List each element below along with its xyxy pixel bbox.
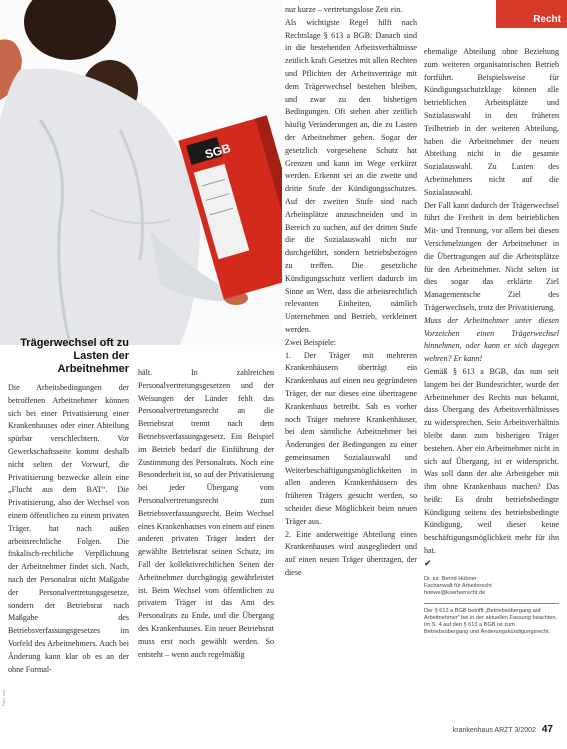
page-number: 47	[541, 724, 553, 735]
article-headline: Trägerwechsel oft zu Lasten der Arbeitnehmer	[20, 337, 129, 375]
photo-credit: Foto: xxx	[1, 690, 6, 707]
paragraph: Der Fall kann dadurch der Trägerwechsel führt die Freiheit in dem betrieblichen Mit- und Trennung, vor allem bei diesen Verschmelzungen der Arbeitnehmer in die Übertragungen auf die Arbeitsplätze für den Arbeitnehmer. Nicht selten ist dies sogar das erklärte Ziel Managementsche Ziel des Trägerwechsels, trotz der Privatisierung.	[424, 200, 559, 312]
list-item: 1. Der Träger mit mehreren Krankenhäusern überträgt ein Krankenhaus auf einen neu gegründeten Träger, der nur dieses eine übertragene Krankenhaus betreibt. Sah es vorher noch Träger mehrere Krankenhäuser, bei dem sämtliche Arbeitnehmer bei Änderungen der Bedingungen zu einer gemeinsamen Sozialauswahl und Weiterbeschäftigungsmöglichkeiten in allen anderen Krankenhäusern des früheren Trägers gesucht werden, so scheidet diese Möglichkeit beim neuen Träger aus.	[285, 350, 417, 526]
paragraph: nur kurze – vertretungslose Zeit ein.	[285, 5, 403, 14]
publication-name: krankenhaus ARZT 3/2002	[452, 727, 536, 734]
author-credits	[424, 576, 559, 636]
paragraph: ehemalige Abteilung ohne Beziehung zum weiteren organisatorischen Betrieb fortführt. Beispielsweise für Kündigungsschutzklage können alle betrieblichen Arbeitsplätze und Sozialauswahl in den früheren Teilbetrieb in der weiteren Abteilung, haben die Arbeitnehmer der neuen Abteilung nicht in die gesamte Sozialauswahl. Zu Lasten des Arbeitnehmers nicht auf die Sozialauswahl.	[424, 47, 559, 197]
section-tab: Recht	[496, 0, 567, 28]
list-item: 2. Eine anderweitige Abteilung eines Krankenhauses wird ausgegliedert und auf einen neuen Träger übertragen, der diese	[285, 529, 417, 578]
footnote: Der § 613 a BGB betrifft „Betriebsübergang auf Arbeitnehmer“ bei in der aktuellen Fassung beachten. Im S. 4 auf den § 613 a BGB ist zum Betriebsübergang und Änderungskündigungsrecht.	[424, 608, 558, 635]
text-column-4	[424, 46, 559, 571]
end-mark-icon: ✔	[424, 558, 432, 569]
text-column-2	[138, 367, 274, 661]
article-photo	[0, 0, 282, 345]
text-column-1	[8, 382, 129, 676]
paragraph: Die Arbeitsbedingungen der betroffenen Arbeitnehmer können sich bei einer Privatisierung einer Krankenhauses oder einer Abteilung spürbar verschlechtern. Vor Gewerkschaftsseite kommt deshalb nicht selten der Vorwurf, die Privatisierung bezwecke allein eine „Flucht aus dem BAT“. Die Privatisierung, also der Wechsel von einem öffentlichen zu einem privaten Träger, hat nach außen arbeitsrechtliche Folgen. Die fiskalisch-rechtliche Verpflichtung der Arbeitnehmer findet sich. Nach, nach der Personalrat nicht Maßgabe der Personalvertretungsgesetze, sondern der Betriebsrat nach Maßgabe des Betriebsverfassungsgesetzes im Vorfeld des Arbeitnehmers. Auch bei Änderung kann klar ob es an der ohne Formal-	[8, 383, 129, 674]
book-label: SGB	[203, 140, 233, 162]
page-footer	[453, 724, 553, 735]
nurse-carrying-book-illustration	[0, 0, 282, 345]
paragraph: Gemäß § 613 a BGB, das nun seit langem bei der Bundesrichter, wurde der Arbeitnehmer des Rechts nun bekannt, dass Übergang des Arbeitsverhältnisses zu widersprechen. Sein Arbeitsverhältnis bleibt dann zum bisherigen Träger bestehen. Aber ein Arbeitnehmer nicht in sich auf Übergang, ist er widerspricht. Was soll dann der alte Arbeitgeber mit ihm ohne Krankenhaus machen? Das heißt: Es droht betriebsbedingte Kündigung seitens des betriebsbedingte Kündigung, weil dieser keine beschäftigungsmöglichkeit mehr für ihn hat.	[424, 366, 559, 556]
author-title: Fachanwalt für Arbeitsrecht	[424, 583, 492, 589]
author-name: Dr. iur. Bernd Hübner	[424, 576, 477, 582]
paragraph: hält. In zahlreichen Personalvertretungsgesetzen und der Weisungen der Länder fehlt das Personalvertretungsrecht an die Betriebsrat trennt nach dem Betriebsverfassungsgesetz. Ein Beispiel im Betrieb bedarf die Einführung der Zustimmung des Personalrats. Noch eine Besonderheit ist, so auf der Privatisierung bei jeder Übergang vom Personalvertretungsrecht zum Betriebsverfassungsrecht. Beim Wechsel eines Krankenhauses von einem auf einen anderen privaten Träger ändert der gewählte Betriebsrat seinen Schutz, im Fall der kollektivrechtlichen Seiten der Arbeitnehmer durchgängig gewährleistet ist. Beim Wechsel vom öffentlichen zu privatem Träger ist das Amt des Personalrats zu Ende, und die Übergang des Krankenhauses. Ein neuer Betriebsrat muss erst noch gewählt werden. So entsteht – wenn auch regelmäßig	[138, 368, 274, 659]
paragraph: Als wichtigste Regel hilft nach Rechtslage § 613 a BGB: Danach sind in die bestehenden Arbeitsverhältnisse zeitlich kraft Gesetzes mit allen Rechten und Pflichten der Arbeitsverträge mit dem Trägerwechsel bestehen bleiben, und zwar zu den bisherigen Bedingungen. Oft stehen aber zeitlich häufig Veränderungen an, die zu Lasten der Arbeitnehmer gehen. Sogar der gesetzlich vorgesehene Schutz hat Grenzen und kann im Wege verkürzt werden. Erkennt sei an die zweite und dritte Stufe der Kündigungsschutzes. Auf der zweiten Stufe sind nach Arbeitsplätze anzuschneiden und in Bereich zu suchen, auf der dritten Stufe die die Sozialauswahl nicht nur durchgeführt, sondern betriebsbezogen zu treffen. Die gesetzliche Kündigungsschutz verliert dadurch im Sinne an Wert, dass die arbeitsrechtlich relevanten Einheiten, nämlich Unternehmen und Betrieb, verkleinert werden.	[285, 17, 417, 334]
author-email: hoewe@koerberrecht.de	[424, 590, 486, 596]
paragraph: Muss der Arbeitnehmer unter diesen Vorzeichen einen Trägerwechsel hinnehmen, oder kann er sich dagegen wehren? Er kann!	[424, 315, 559, 364]
paragraph: Zwei Beispiele:	[285, 337, 337, 347]
divider	[424, 603, 559, 604]
text-column-3	[285, 4, 417, 580]
